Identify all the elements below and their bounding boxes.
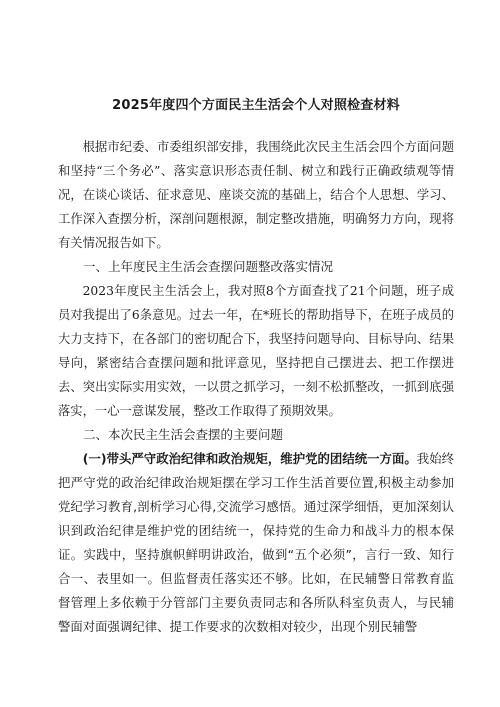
intro-paragraph: 根据市纪委、市委组织部安排，我围绕此次民主生活会四个方面问题和坚持“三个务必”、落实意识形态责任制、树立和践行正确政绩观等情况，在谈心谈话、征求意见、座谈交流的基础上，结合个人思想、学习、工作深入查摆分析，深剖问题根源，制定整改措施，明确努力方向，现将有关情况报告如下。: [58, 140, 454, 250]
subsection-1-body: 我始终把严守党的政治纪律政治规矩摆在学习工作生活首要位置,积极主动参加党纪学习教育,剖析学习心得,交流学习感悟。通过深学细悟，更加深刻认识到政治纪律是维护党的团结统一，保持党的生命力和战斗力的根本保证。实践中，坚持旗帜鲜明讲政治，做到“五个必须”，言行一致、知行合一、表里如一。但监督责任落实还不够。比如，在民辅警日常教育监督管理上多依赖于分管部门主要负责同志和各所队科室负责人，与民辅警面对面强调纪律、提工作要求的次数相对较少，出现个别民辅警: [58, 451, 455, 634]
section-1-paragraph: 2023年度民主生活会上，我对照8个方面查找了21个问题，班子成员对我提出了6条意见。过去一年，在*班长的帮助指导下，在班子成员的大力支持下，在各部门的密切配合下，我坚持问题导向、目标导向、结果导向，紧密结合查摆问题和批评意见，坚持把自己摆进去、把工作摆进去、突出实际实用实效，一以贯之抓学习，一刻不松抓整改，一抓到底强落实，一心一意谋发展，整改工作取得了预期效果。: [58, 284, 454, 418]
subsection-1-paragraph: [58, 447, 454, 639]
subsection-1-lead: (一)带头严守政治纪律和政治规矩，维护党的团结统一方面。: [82, 451, 417, 466]
section-1-heading: 一、上年度民主生活会查摆问题整改落实情况: [83, 259, 334, 274]
document-title: 2025年度四个方面民主生活会个人对照检查材料: [112, 98, 400, 113]
section-2-heading: 二、本次民主生活会查摆的主要问题: [83, 427, 284, 442]
